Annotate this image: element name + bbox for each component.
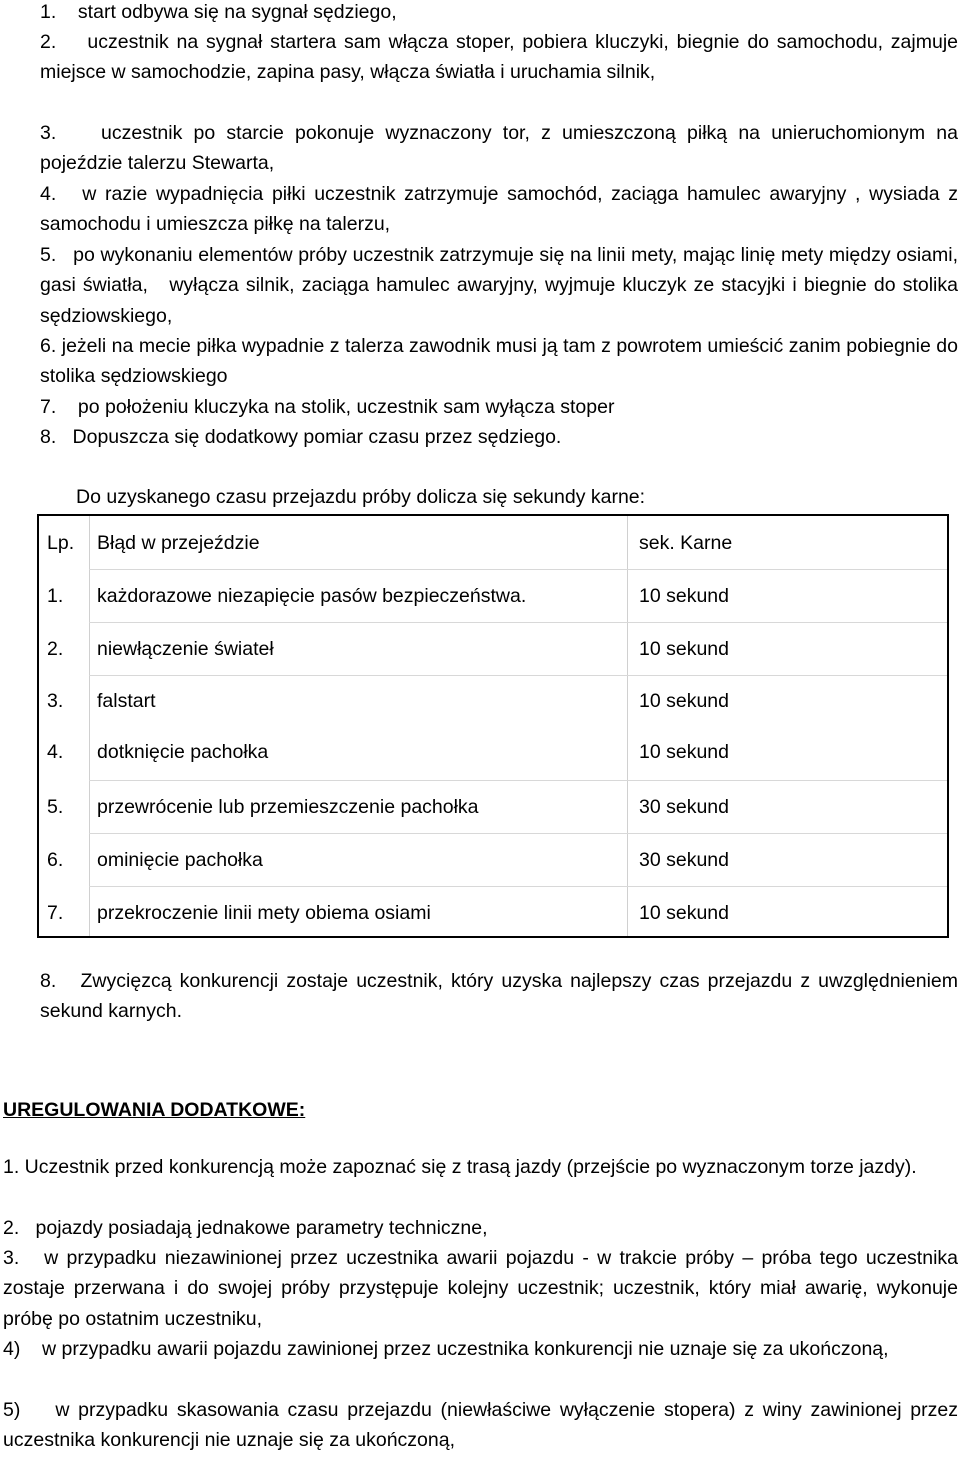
rule-item: 6. jeżeli na mecie piłka wypadnie z talerza zawodnik musi ją tam z powrotem umieścić zanim pobiegnie do stolika sędziowskiego bbox=[40, 335, 958, 388]
row-seconds: 30 sekund bbox=[639, 795, 729, 818]
row-lp: 7. bbox=[47, 901, 64, 924]
rule-item: 8. Dopuszcza się dodatkowy pomiar czasu przez sędziego. bbox=[40, 426, 562, 448]
row-error: falstart bbox=[97, 689, 156, 712]
row-error: niewłączenie świateł bbox=[97, 637, 274, 660]
additional-rule-item: 5) w przypadku skasowania czasu przejazdu (niewłaściwe wyłączenie stopera) z winy zawinionej przez uczestnika konkurencji nie uznaje się za ukończoną, bbox=[3, 1399, 958, 1452]
row-seconds: 10 sekund bbox=[639, 740, 729, 763]
row-lp: 5. bbox=[47, 795, 64, 818]
header-seconds: sek. Karne bbox=[639, 531, 733, 554]
row-lp: 1. bbox=[47, 584, 64, 607]
header-lp: Lp. bbox=[47, 531, 75, 554]
additional-rule-item: 4) w przypadku awarii pojazdu zawinionej przez uczestnika konkurencji nie uznaje się za ukończoną, bbox=[3, 1338, 889, 1360]
rule-item: 1. start odbywa się na sygnał sędziego, bbox=[40, 1, 397, 23]
header-error: Błąd w przejeździe bbox=[97, 531, 260, 554]
table-row bbox=[39, 780, 947, 833]
table-row bbox=[39, 886, 947, 939]
row-error: ominięcie pachołka bbox=[97, 848, 263, 871]
row-error: przewrócenie lub przemieszczenie pachołka bbox=[97, 795, 479, 818]
row-error: dotknięcie pachołka bbox=[97, 740, 269, 763]
table-header-row bbox=[39, 516, 947, 569]
row-lp: 4. bbox=[47, 740, 64, 763]
rule-item: 4. w razie wypadnięcia piłki uczestnik zatrzymuje samochód, zaciąga hamulec awaryjny , wysiada z samochodu i umieszcza piłkę na talerzu, bbox=[40, 183, 958, 236]
additional-rule-item: 3. w przypadku niezawinionej przez uczestnika awarii pojazdu - w trakcie próby – próba tego uczestnika zostaje przerwana i do swojej próby przystępuje kolejny uczestnik; uczestnik, który miał awarię, wykonuje próbę po ostatnim uczestniku, bbox=[3, 1247, 958, 1330]
table-row bbox=[39, 726, 947, 777]
table-row bbox=[39, 569, 947, 622]
rule-item: 3. uczestnik po starcie pokonuje wyznaczony tor, z umieszczoną piłką na unieruchomionym na pojeździe talerzu Stewarta, bbox=[40, 122, 958, 175]
row-seconds: 10 sekund bbox=[639, 901, 729, 924]
rule-item: 2. uczestnik na sygnał startera sam włącza stoper, pobiera kluczyki, biegnie do samochodu, zajmuje miejsce w samochodzie, zapina pasy, włącza światła i uruchamia silnik, bbox=[40, 31, 958, 84]
row-lp: 2. bbox=[47, 637, 64, 660]
additional-rule-item: 2. pojazdy posiadają jednakowe parametry techniczne, bbox=[3, 1217, 488, 1239]
table-row bbox=[39, 833, 947, 886]
row-seconds: 10 sekund bbox=[639, 637, 729, 660]
row-error: przekroczenie linii mety obiema osiami bbox=[97, 901, 431, 924]
row-seconds: 10 sekund bbox=[639, 584, 729, 607]
additional-rule-item: 1. Uczestnik przed konkurencją może zapoznać się z trasą jazdy (przejście po wyznaczonym torze jazdy). bbox=[3, 1156, 917, 1178]
table-row bbox=[39, 622, 947, 675]
table-row bbox=[39, 675, 947, 726]
winner-rule: 8. Zwycięzcą konkurencji zostaje uczestnik, który uzyska najlepszy czas przejazdu z uwzględnieniem sekund karnych. bbox=[40, 970, 958, 1023]
penalty-table bbox=[37, 514, 949, 938]
row-lp: 6. bbox=[47, 848, 64, 871]
additional-heading: UREGULOWANIA DODATKOWE: bbox=[3, 1099, 306, 1121]
row-lp: 3. bbox=[47, 689, 64, 712]
row-seconds: 10 sekund bbox=[639, 689, 729, 712]
penalty-intro: Do uzyskanego czasu przejazdu próby dolicza się sekundy karne: bbox=[76, 486, 646, 508]
rule-item: 5. po wykonaniu elementów próby uczestnik zatrzymuje się na linii mety, mając linię mety między osiami, gasi światła, wyłącza silnik, zaciąga hamulec awaryjny, wyjmuje kluczyk ze stacyjki i biegnie do stolika sędziowskiego, bbox=[40, 244, 958, 327]
row-error: każdorazowe niezapięcie pasów bezpieczeństwa. bbox=[97, 584, 527, 607]
rule-item: 7. po położeniu kluczyka na stolik, uczestnik sam wyłącza stoper bbox=[40, 396, 615, 418]
row-seconds: 30 sekund bbox=[639, 848, 729, 871]
